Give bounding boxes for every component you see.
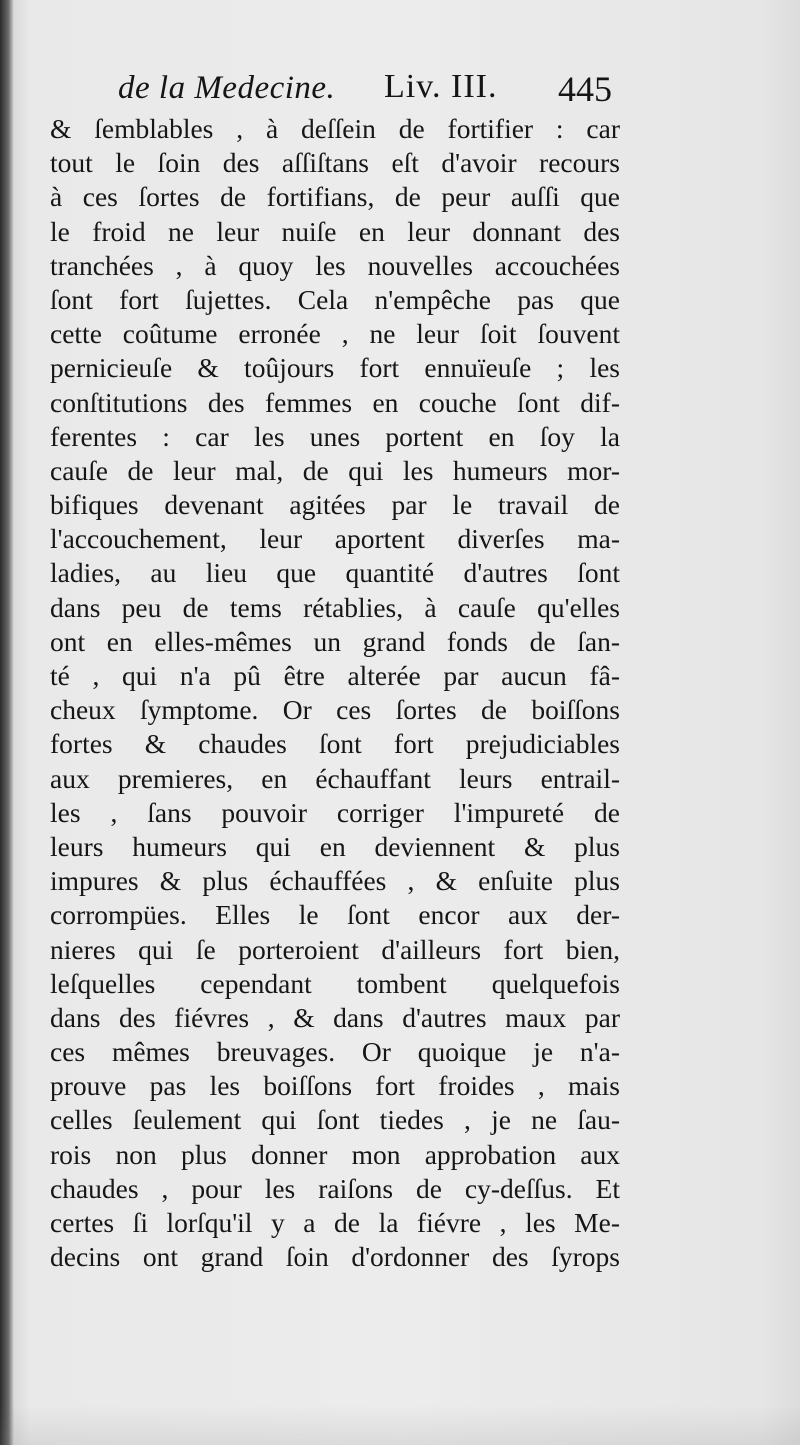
text-line: les , ſans pouvoir corriger l'impureté de bbox=[50, 796, 620, 828]
text-line: l'accouchement, leur aportent diverſes ma- bbox=[50, 523, 620, 555]
text-line: à ces ſortes de fortifians, de peur auſſi que bbox=[50, 181, 620, 213]
text-line: leurs humeurs qui en deviennent & plus bbox=[50, 830, 620, 862]
text-line: conſtitutions des femmes en couche ſont dif- bbox=[50, 386, 620, 418]
text-line: cheux ſymptome. Or ces ſortes de boiſſons bbox=[50, 694, 620, 726]
text-line: ladies, au lieu que quantité d'autres ſont bbox=[50, 557, 620, 589]
text-line: ſont fort ſujettes. Cela n'empêche pas que bbox=[50, 283, 620, 315]
text-line: dans peu de tems rétablies, à cauſe qu'elles bbox=[50, 591, 620, 623]
text-line: ces mêmes breuvages. Or quoique je n'a- bbox=[50, 1036, 620, 1068]
text-line: decins ont grand ſoin d'ordonner des ſyrops bbox=[50, 1241, 620, 1273]
text-line: ferentes : car les unes portent en ſoy la bbox=[50, 420, 620, 452]
text-line: ont en elles-mêmes un grand fonds de ſan- bbox=[50, 625, 620, 657]
text-line: certes ſi lorſqu'il y a de la fiévre , les Me- bbox=[50, 1207, 620, 1238]
running-title: de la Medecine. bbox=[118, 70, 336, 106]
text-line: pernicieuſe & toûjours fort ennuïeuſe ; les bbox=[50, 352, 620, 384]
text-line: nieres qui ſe porteroient d'ailleurs fort bien, bbox=[50, 933, 620, 965]
text-line: celles ſeulement qui ſont tiedes , je ne ſau- bbox=[50, 1104, 620, 1136]
text-line: cette coûtume erronée , ne leur ſoit ſouvent bbox=[50, 318, 620, 350]
text-line: dans des fiévres , & dans d'autres maux par bbox=[50, 1001, 620, 1033]
page-bottom-shadow bbox=[0, 1405, 800, 1445]
text-line: leſquelles cependant tombent quelquefois bbox=[50, 967, 620, 999]
page-binding-edge bbox=[0, 0, 14, 1445]
text-line: rois non plus donner mon approbation aux bbox=[50, 1138, 620, 1170]
text-line: impures & plus échauffées , & enſuite plus bbox=[50, 865, 620, 897]
text-line: le froid ne leur nuiſe en leur donnant des bbox=[50, 215, 620, 247]
book-reference: Liv. III. bbox=[384, 68, 498, 105]
page-number: 445 bbox=[558, 69, 612, 109]
text-line: prouve pas les boiſſons fort froides , mais bbox=[50, 1070, 620, 1102]
text-line: bifiques devenant agitées par le travail de bbox=[50, 489, 620, 521]
text-line: cauſe de leur mal, de qui les humeurs mor- bbox=[50, 454, 620, 486]
text-line: té , qui n'a pû être alterée par aucun fâ- bbox=[50, 660, 620, 691]
text-line: & ſemblables , à deſſein de fortifier : car bbox=[50, 113, 620, 144]
text-line: chaudes , pour les raiſons de cy-deſſus. Et bbox=[50, 1172, 620, 1204]
text-line: tranchées , à quoy les nouvelles accouchées bbox=[50, 249, 620, 281]
text-line: aux premieres, en échauffant leurs entrail- bbox=[50, 762, 620, 794]
body-text bbox=[50, 112, 620, 1274]
text-line: fortes & chaudes ſont fort prejudiciables bbox=[50, 728, 620, 760]
text-line: tout le ſoin des aſſiſtans eſt d'avoir recours bbox=[50, 147, 620, 179]
page-header bbox=[118, 70, 678, 118]
text-line: corrompües. Elles le ſont encor aux der- bbox=[50, 899, 620, 931]
